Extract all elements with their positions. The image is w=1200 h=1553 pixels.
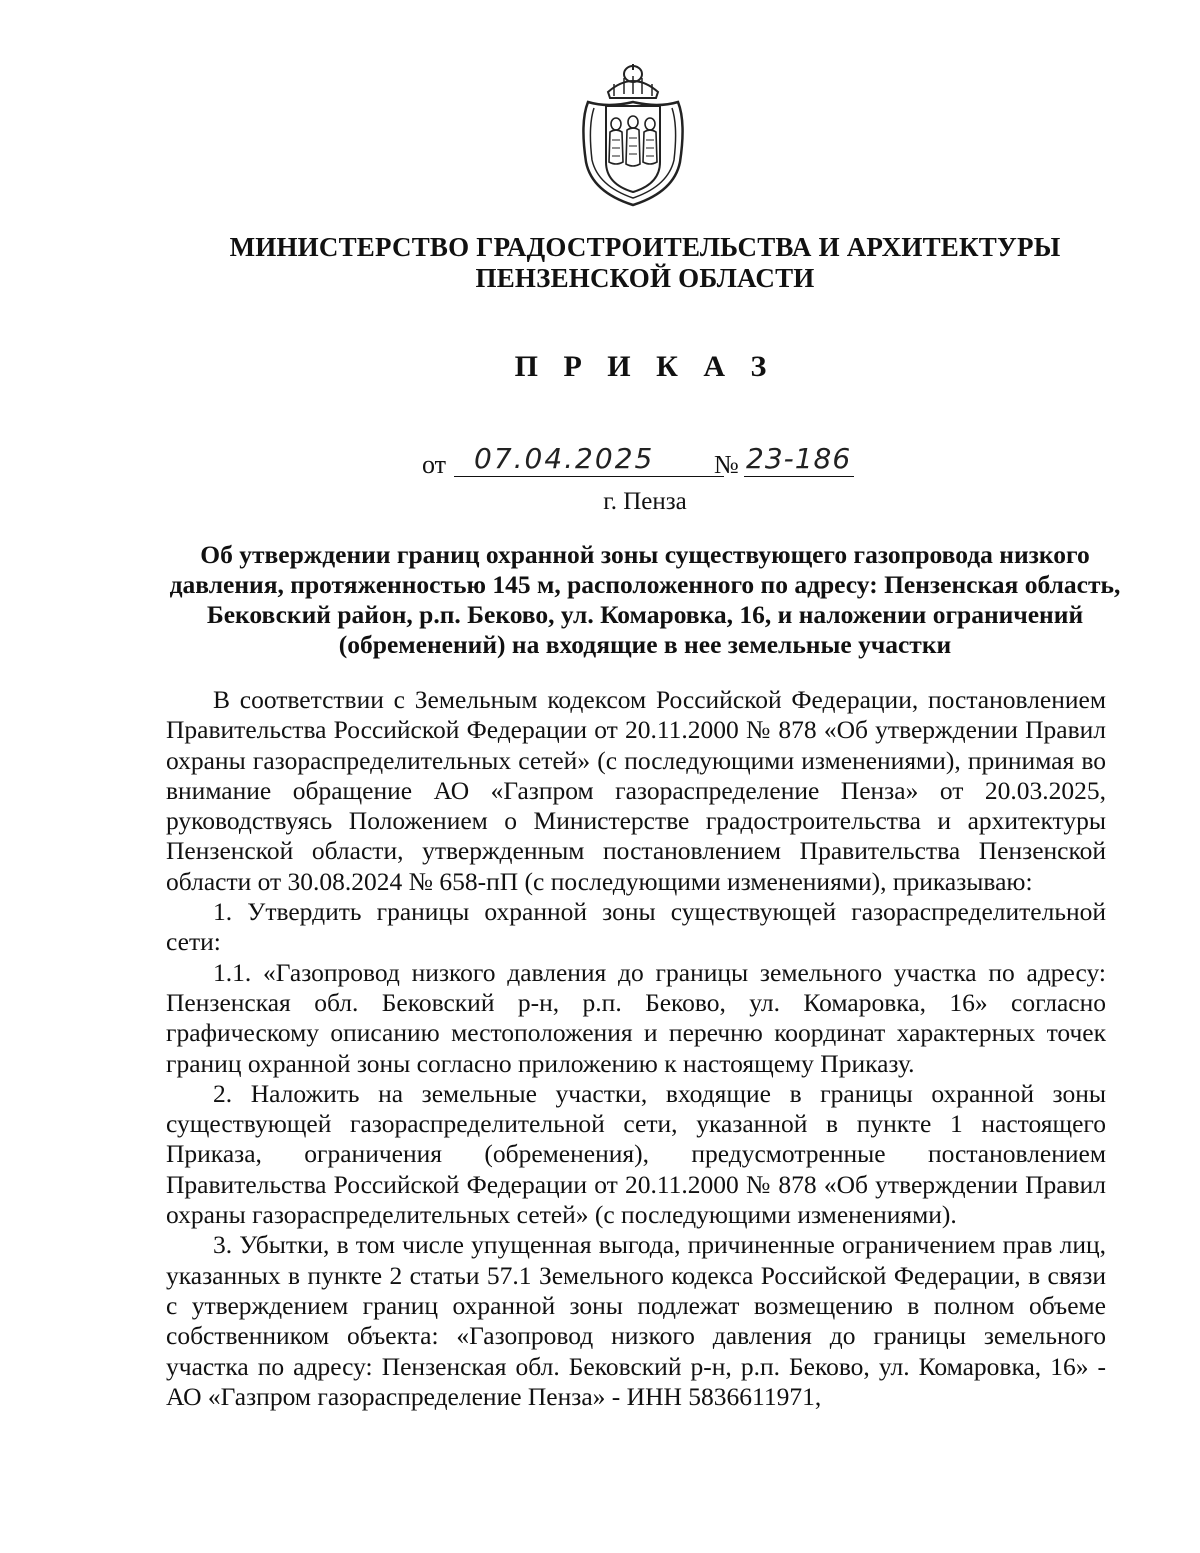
paragraph-preamble: В соответствии с Земельным кодексом Российской Федерации, постановлением Правительства Российской Федерации от 20.11.2000 № 878 «Об утверждении Правил охраны газораспределительных сетей» (с последующими изменениями), принимая во внимание обращение АО «Газпром газораспределение Пенза» от 20.03.2025, руководствуясь Положением о Министерстве градостроительства и архитектуры Пензенской области, утвержденным постановлением Правительства Пензенской области от 30.08.2024 № 658-пП (с последующими изменениями), приказываю: bbox=[166, 685, 1106, 896]
date-number-line bbox=[422, 440, 892, 484]
ministry-title bbox=[150, 232, 1140, 294]
paragraph-item-3: 3. Убытки, в том числе упущенная выгода, причиненные ограничением прав лиц, указанных в пункте 2 статьи 57.1 Земельного кодекса Российской Федерации, в связи с утверждением границ охранной зоны подлежат возмещению в полном объеме собственником объекта: «Газопровод низкого давления до границы земельного участка по адресу: Пензенская обл. Бековский р-н, р.п. Беково, ул. Комаровка, 16» - АО «Газпром газораспределение Пенза» - ИНН 5836611971, bbox=[166, 1230, 1106, 1411]
document-type-title: П Р И К А З bbox=[514, 350, 776, 383]
document-number: 23-186 bbox=[744, 442, 854, 477]
date-label: от bbox=[422, 450, 447, 479]
city-line: г. Пенза bbox=[603, 488, 687, 515]
document-body bbox=[166, 685, 1106, 1412]
ministry-title-line1: МИНИСТЕРСТВО ГРАДОСТРОИТЕЛЬСТВА И АРХИТЕКТУРЫ bbox=[229, 232, 1061, 262]
ministry-title-line2: ПЕНЗЕНСКОЙ ОБЛАСТИ bbox=[475, 263, 815, 293]
paragraph-item-1: 1. Утвердить границы охранной зоны существующей газораспределительной сети: bbox=[166, 897, 1106, 957]
number-label: № bbox=[714, 450, 739, 479]
coat-of-arms-icon bbox=[578, 62, 688, 207]
document-subject: Об утверждении границ охранной зоны существующего газопровода низкого давления, протяженностью 145 м, расположенного по адресу: Пензенская область, Бековский район, р.п. Беково, ул. Комаровка, 16, и наложении ограничений (обременений) на входящие в нее земельные участки bbox=[169, 540, 1121, 659]
paragraph-item-1-1: 1.1. «Газопровод низкого давления до границы земельного участка по адресу: Пензенская обл. Бековский р-н, р.п. Беково, ул. Комаровка, 16» согласно графическому описанию местоположения и перечню координат характерных точек границ охранной зоны согласно приложению к настоящему Приказу. bbox=[166, 957, 1106, 1078]
paragraph-item-2: 2. Наложить на земельные участки, входящие в границы охранной зоны существующей газораспределительной сети, указанной в пункте 1 настоящего Приказа, ограничения (обременения), предусмотренные постановлением Правительства Российской Федерации от 20.11.2000 № 878 «Об утверждении Правил охраны газораспределительных сетей» (с последующими изменениями). bbox=[166, 1078, 1106, 1230]
document-date: 07.04.2025 bbox=[454, 442, 724, 477]
